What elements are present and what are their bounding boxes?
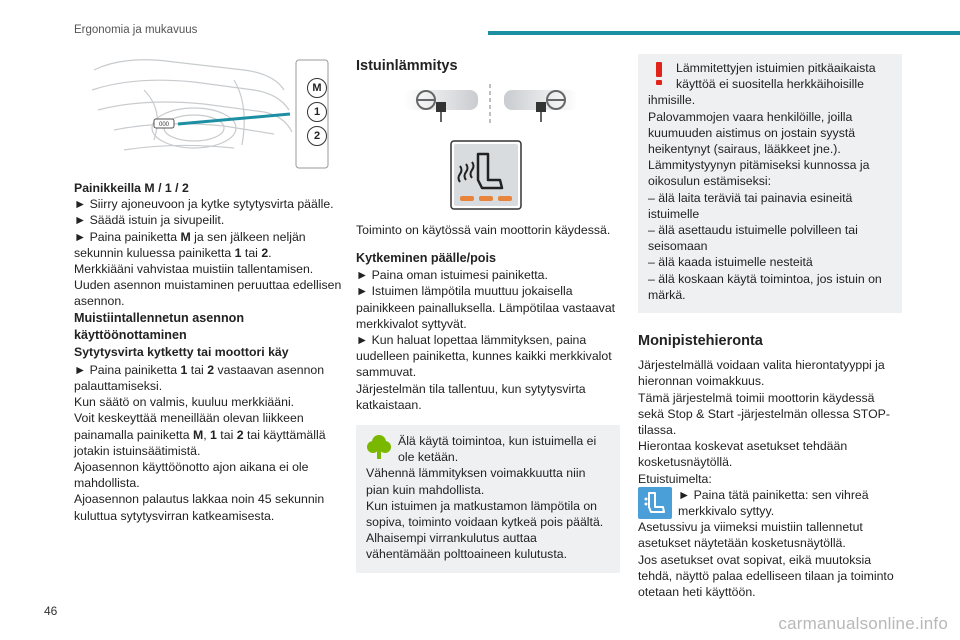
text-fragment: 2 xyxy=(207,362,215,377)
text-fragment: 1 xyxy=(210,427,217,442)
eco-tip-1: Vähennä lämmityksen voimakkuutta niin pian kuin mahdollista. xyxy=(366,466,586,497)
svg-text:000: 000 xyxy=(158,122,170,128)
text-fragment: 2 xyxy=(236,427,244,442)
massage-button-step xyxy=(638,487,902,519)
eco-tip-3: Alhaisempi virrankulutus auttaa vähentämään polttoaineen kulutusta. xyxy=(366,531,567,562)
beep-confirm: Merkkiääni vahvistaa muistiin tallentamisen. xyxy=(74,262,314,277)
text-fragment: tai xyxy=(241,245,262,260)
timeout-note: Ajoasennon palautus lakkaa noin 45 sekunnin kuluttua sytytysvirran katkeamisesta. xyxy=(74,492,325,523)
seat-heating-body xyxy=(356,222,620,573)
text-fragment: M xyxy=(192,427,204,442)
warning-exclamation-icon xyxy=(648,60,670,86)
driving-note: Ajoasennon käyttöönotto ajon aikana ei ole mahdollista. xyxy=(74,460,309,491)
text-fragment: tai xyxy=(216,427,237,442)
text-fragment: , xyxy=(203,427,211,442)
recall-subheading: Muistiintallennetun asennon käyttöönottaminen xyxy=(74,310,245,342)
seat-heating-heading: Istuinlämmitys xyxy=(356,58,458,74)
step-recall xyxy=(74,362,342,394)
seat-memory-illustration xyxy=(84,50,334,170)
text-fragment: tai käyttämällä jotakin istuinsäätimistä. xyxy=(74,427,326,458)
text-fragment: Voit keskeyttää meneillään olevan liikkeen painamalla painiketta xyxy=(74,411,304,442)
text-fragment: vastaavan asennon palauttamiseksi. xyxy=(74,362,325,394)
text-fragment: ► Paina painiketta xyxy=(74,229,181,244)
memory-button-m: M xyxy=(307,78,327,98)
massage-stopstart: Tämä järjestelmä toimii moottorin käydessä sekä Stop & Start -järjestelmän ollessa STOP-tilassa. xyxy=(638,390,890,438)
step-adjust: ► Säädä istuin ja sivupeilit. xyxy=(74,213,225,228)
header-accent-bar xyxy=(488,31,960,35)
text-fragment: M xyxy=(180,229,191,244)
column-seat-memory xyxy=(74,180,342,524)
warning-item-wet: – älä koskaan käytä toimintoa, jos istuin on märkä. xyxy=(648,271,882,302)
massage-settings-page: Asetussivu ja viimeksi muistiin tallennetut asetukset näytetään kosketusnäytöllä. xyxy=(638,520,863,551)
text-fragment: 2 xyxy=(261,245,269,260)
massage-intro: Järjestelmällä voidaan valita hierontatyyppi ja hieronnan voimakkuus. xyxy=(638,358,885,389)
massage-heading: Monipistehieronta xyxy=(638,333,763,350)
warning-item-liquids: – älä kaada istuimelle nesteitä xyxy=(648,255,813,270)
eco-tip-box xyxy=(356,425,620,573)
heating-step-temp: ► Istuimen lämpötila muuttuu jokaisella painikkeen painalluksella. Lämpötilaa vastaavat merkkivalot syttyvät. xyxy=(356,284,616,331)
warning-box xyxy=(638,54,902,313)
interrupt-note xyxy=(74,410,342,459)
heating-state-note: Järjestelmän tila tallentuu, kun sytytysvirta katkaistaan. xyxy=(356,381,586,412)
warning-lead: Lämmitettyjen istuimien pitkäaikaista käyttöä ei suositella herkkäihoisille ihmisille. xyxy=(648,61,876,108)
warning-item-sharp: – älä laita teräviä tai painavia esineitä istuimelle xyxy=(648,190,853,221)
memory-button-1: 1 xyxy=(307,102,327,122)
text-fragment: ► Paina painiketta xyxy=(74,362,181,377)
steering-wheel-icons xyxy=(404,84,578,126)
text-fragment: 1 xyxy=(234,245,242,260)
column-seat-heating xyxy=(356,58,620,74)
text-fragment: 1 xyxy=(180,362,188,377)
eco-tree-icon xyxy=(366,433,392,461)
heating-step-off: ► Kun haluat lopettaa lämmityksen, paina uudelleen painiketta, kunnes kaikki merkkivalot sammuvat. xyxy=(356,333,612,380)
memory-button-2: 2 xyxy=(307,126,327,146)
watermark: carmanualsonline.info xyxy=(778,614,948,633)
massage-touchscreen: Hierontaa koskevat asetukset tehdään kosketusnäytöllä. xyxy=(638,439,848,470)
massage-auto-return: Jos asetukset ovat sopivat, eikä muutoksia tehdä, näyttö palaa edelliseen tilaan ja toiminto otetaan heti käyttöön. xyxy=(638,552,894,600)
text-fragment: tai xyxy=(187,362,208,377)
eco-tip-2: Kun istuimen ja matkustamon lämpötila on sopiva, toiminto voidaan kytkeä pois päältä. xyxy=(366,498,604,530)
step-press-m xyxy=(74,229,342,261)
onoff-subheading: Kytkeminen päälle/pois xyxy=(356,251,496,266)
page-number: 46 xyxy=(44,604,58,618)
recall-done: Kun säätö on valmis, kuuluu merkkiääni. xyxy=(74,395,295,410)
column-warning-massage xyxy=(638,54,902,600)
warning-item-kneel: – älä asettaudu istuimelle polvilleen tai seisomaan xyxy=(648,223,858,254)
warning-maintain: Lämmitystyynyn pitämiseksi kunnossa ja oikosulun estämiseksi: xyxy=(648,158,870,189)
massage-front-seat: Etuistuimelta: xyxy=(638,471,712,486)
page-header-title: Ergonomia ja mukavuus xyxy=(74,24,198,36)
warning-burn: Palovammojen vaara henkilöille, joilla kuumuuden aistimus on jostain syystä heikentynyt (sairaus, lääkkeet jne.). xyxy=(648,109,856,157)
massage-seat-icon xyxy=(638,487,672,519)
seat-heating-button-icon xyxy=(450,140,522,210)
heating-engine-note: Toiminto on käytössä vain moottorin käydessä. xyxy=(356,223,611,237)
eco-tip-lead: Älä käytä toimintoa, kun istuimella ei ole ketään. xyxy=(398,434,597,465)
memory-buttons-heading: Painikkeilla M / 1 / 2 xyxy=(74,181,189,195)
overwrite-note: Uuden asennon muistaminen peruuttaa edellisen asennon. xyxy=(74,278,342,309)
massage-press-step: ► Paina tätä painiketta: sen vihreä merkkivalo syttyy. xyxy=(678,487,869,519)
ignition-heading: Sytytysvirta kytketty tai moottori käy xyxy=(74,344,289,359)
step-ignition: ► Siirry ajoneuvoon ja kytke sytytysvirta päälle. xyxy=(74,197,334,212)
text-fragment: ja sen jälkeen neljän sekunnin kuluessa painiketta xyxy=(74,229,306,260)
heating-step-press: ► Paina oman istuimesi painiketta. xyxy=(356,268,548,283)
text-fragment: . xyxy=(268,245,272,260)
